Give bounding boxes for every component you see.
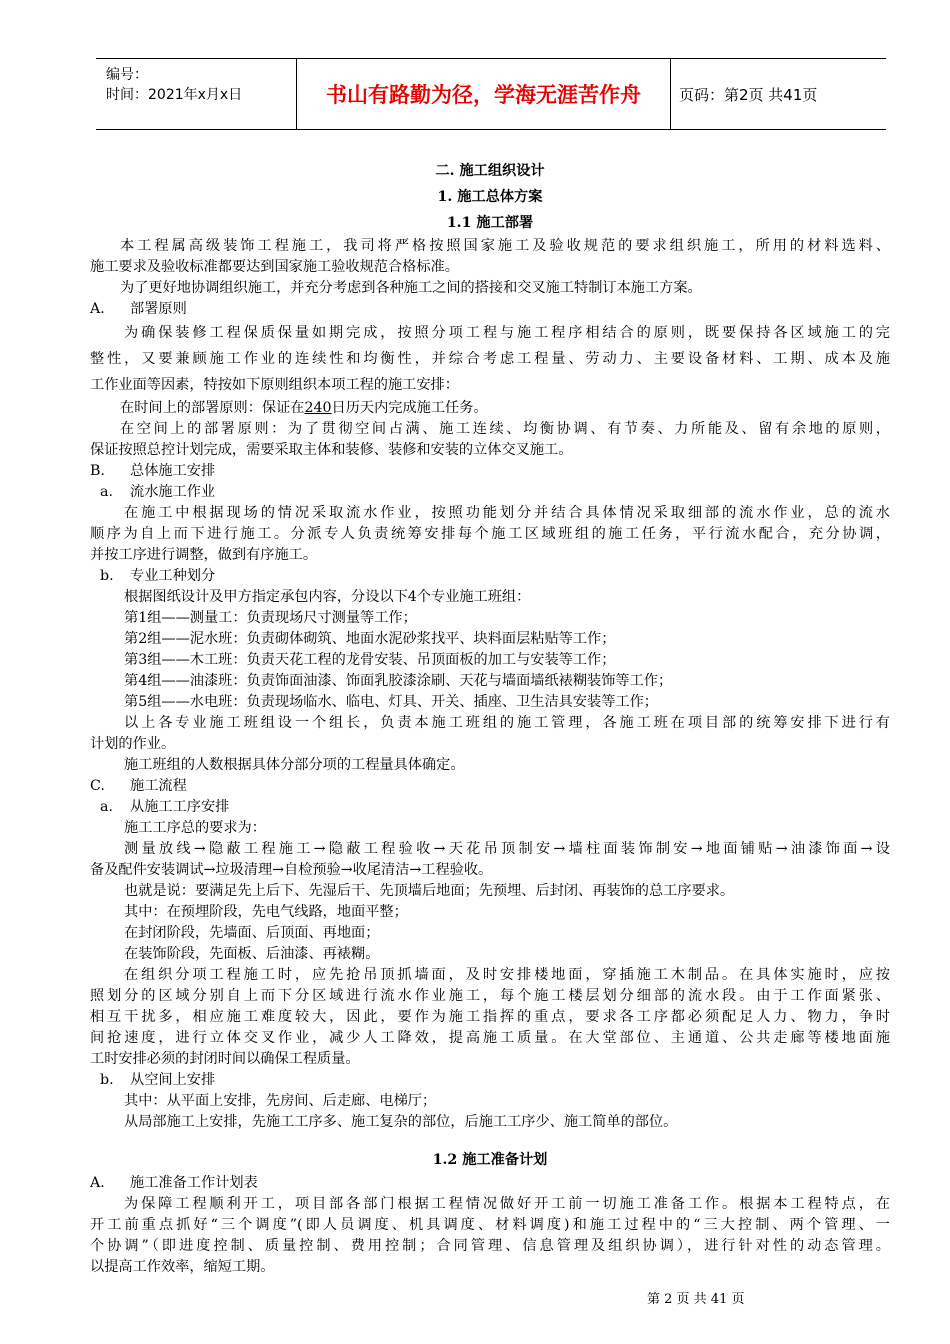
paragraph-line: 以上各专业施工班组设一个组长，负责本施工班组的施工管理，各施工班在项目部的统筹安排下进行有 xyxy=(124,715,890,731)
footer-page-number: 第 2 页 共 41 页 xyxy=(647,1292,745,1307)
list-item: 第4组——油漆班：负责饰面油漆、饰面乳胶漆涂刷、天花与墙面墙纸裱糊装饰等工作； xyxy=(124,673,673,689)
paragraph-line: 施工班组的人数根据具体分部分项的工程量具体确定。 xyxy=(124,757,465,773)
paragraph-line: 相互干扰多，相应施工难度较大，因此，要作为施工指挥的重点，要求各工序都必须配足人力、物力，争时 xyxy=(90,1009,890,1025)
heading-text: 从空间上安排 xyxy=(130,1072,216,1088)
document-body xyxy=(90,158,890,1278)
paragraph-line: 在组织分项工程施工时，应先抢吊顶抓墙面，及时安排楼地面，穿插施工木制品。在具体实施时，应按 xyxy=(124,967,890,983)
paragraph-line: 为了更好地协调组织施工，并充分考虑到各种施工之间的搭接和交叉施工特制订本施工方案。 xyxy=(120,280,702,296)
heading-a xyxy=(90,299,890,320)
list-item: 第1组——测量工：负责现场尺寸测量等工作； xyxy=(124,610,417,626)
heading-label: B. xyxy=(90,463,105,479)
paragraph-line xyxy=(90,398,890,419)
heading-a xyxy=(90,1173,890,1194)
heading-text: 施工准备工作计划表 xyxy=(130,1175,258,1191)
paragraph-line: 也就是说：要满足先上后下、先湿后干、先顶墙后地面；先预埋、后封闭、再装饰的总工序要求。 xyxy=(124,883,735,899)
heading-label: a. xyxy=(100,484,113,500)
heading-c xyxy=(90,776,890,797)
header-number: 编号： xyxy=(106,67,148,83)
heading-label: b. xyxy=(100,1072,114,1088)
paragraph-line: 整性，又要兼顾施工作业的连续性和均衡性，并综合考虑工程量、劳动力、主要设备材料、工期、成本及施 xyxy=(90,351,890,367)
paragraph-line: 备及配件安装调试→垃圾清理→自检预验→收尾清洁→工程验收。 xyxy=(90,862,493,878)
spacer xyxy=(90,1133,890,1147)
paragraph-line: 根据图纸设计及甲方指定承包内容，分设以下4个专业施工班组： xyxy=(124,589,531,605)
paragraph-line: 开工前重点抓好“三个调度”(即人员调度、机具调度、材料调度)和施工过程中的“三大控制、两个管理、一 xyxy=(90,1217,890,1233)
header-time: 时间：2021年x月x日 xyxy=(106,87,243,103)
paragraph-line: 在装饰阶段，先面板、后油漆、再裱糊。 xyxy=(124,946,380,962)
paragraph-line: 施工要求及验收标准都要达到国家施工验收规范合格标准。 xyxy=(90,259,459,275)
text-run: 在时间上的部署原则：保证在 xyxy=(120,400,305,416)
paragraph-line: 为保障工程顺利开工，项目部各部门根据工程情况做好开工前一切施工准备工作。根据本工程特点，在 xyxy=(124,1196,890,1212)
paragraph-line: 测量放线→隐蔽工程施工→隐蔽工程验收→天花吊顶制安→墙柱面装饰制安→地面铺贴→油漆饰面→设 xyxy=(124,841,890,857)
paragraph-line: 顺序为自上而下进行施工。分派专人负责统筹安排每个施工区域班组的施工任务，平行流水配合，充分协调， xyxy=(90,526,890,542)
list-item: 第2组——泥水班：负责砌体砌筑、地面水泥砂浆找平、块料面层粘贴等工作； xyxy=(124,631,616,647)
header-page-number: 页码：第2页 共41页 xyxy=(679,85,818,104)
heading-label: b. xyxy=(100,568,114,584)
paragraph-line: 在空间上的部署原则：为了贯彻空间占满、施工连续、均衡协调、有节奏、力所能及、留有余地的原则， xyxy=(120,421,890,437)
paragraph-line: 保证按照总控计划完成，需要采取主体和装修、装修和安装的立体交叉施工。 xyxy=(90,442,573,458)
paragraph-line: 个协调”（即进度控制、质量控制、费用控制；合同管理、信息管理及组织协调），进行针对性的动态管理。 xyxy=(90,1238,890,1254)
paragraph-line: 其中：从平面上安排，先房间、后走廊、电梯厅； xyxy=(124,1093,437,1109)
paragraph-line: 施工工序总的要求为： xyxy=(124,820,266,836)
paragraph-line: 以提高工作效率，缩短工期。 xyxy=(90,1259,275,1275)
heading-text: 总体施工安排 xyxy=(130,463,216,479)
subheading-b xyxy=(90,566,890,587)
heading-label: A. xyxy=(90,301,105,317)
text-run: 日历天内完成施工任务。 xyxy=(331,400,488,416)
heading-text: 从施工工序安排 xyxy=(130,799,230,815)
paragraph-line: 计划的作业。 xyxy=(90,736,176,752)
page-header xyxy=(96,58,886,130)
paragraph-line: 从局部施工上安排，先施工工序多、施工复杂的部位，后施工工序少、施工简单的部位。 xyxy=(124,1114,678,1130)
heading-text: 部署原则 xyxy=(130,301,187,317)
subheading-b xyxy=(90,1070,890,1091)
underlined-number: 240 xyxy=(304,400,332,416)
heading-text: 专业工种划分 xyxy=(130,568,216,584)
heading-text: 施工流程 xyxy=(130,778,187,794)
paragraph-line: 工作业面等因素，特按如下原则组织本项工程的施工安排： xyxy=(90,377,459,393)
paragraph-line: 间抢速度，进行立体交叉作业，减少人工降效，提高施工质量。在大堂部位、主通道、公共走廊等楼地面施 xyxy=(90,1030,890,1046)
subsection-title: 1.2 施工准备计划 xyxy=(432,1152,548,1168)
header-meta xyxy=(96,59,297,129)
heading-b xyxy=(90,461,890,482)
list-item: 第3组——木工班：负责天花工程的龙骨安装、吊顶面板的加工与安装等工作； xyxy=(124,652,616,668)
heading-label: a. xyxy=(100,799,113,815)
paragraph-line: 其中：在预埋阶段，先电气线路，地面平整； xyxy=(124,904,408,920)
paragraph-line: 在施工中根据现场的情况采取流水作业，按照功能划分并结合具体情况采取细部的流水作业，总的流水 xyxy=(124,505,890,521)
paragraph-line: 照划分的区域分别自上而下分区域进行流水作业施工，每个施工楼层划分细部的流水段。由于工作面紧张、 xyxy=(90,988,890,1004)
paragraph-line: 并按工序进行调整，做到有序施工。 xyxy=(90,547,318,563)
paragraph-line: 本工程属高级装饰工程施工，我司将严格按照国家施工及验收规范的要求组织施工，所用的材料选料、 xyxy=(120,238,890,254)
subsection-title: 1.1 施工部署 xyxy=(446,215,534,231)
list-item: 第5组——水电班：负责现场临水、临电、灯具、开关、插座、卫生洁具安装等工作； xyxy=(124,694,658,710)
paragraph-line: 在封闭阶段，先墙面、后顶面、再地面； xyxy=(124,925,380,941)
subheading-a xyxy=(90,482,890,503)
header-motto: 书山有路勤为径，学海无涯苦作舟 xyxy=(297,59,671,129)
paragraph-line: 为确保装修工程保质保量如期完成，按照分项工程与施工程序相结合的原则，既要保持各区域施工的完 xyxy=(124,325,890,341)
paragraph-line: 工时安排必须的封闭时间以确保工程质量。 xyxy=(90,1051,360,1067)
heading-label: C. xyxy=(90,778,105,794)
heading-label: A. xyxy=(90,1175,105,1191)
subheading-a xyxy=(90,797,890,818)
heading-text: 流水施工作业 xyxy=(130,484,216,500)
section-title: 二. 施工组织设计 xyxy=(435,163,545,179)
subsection-title: 1. 施工总体方案 xyxy=(437,189,543,205)
